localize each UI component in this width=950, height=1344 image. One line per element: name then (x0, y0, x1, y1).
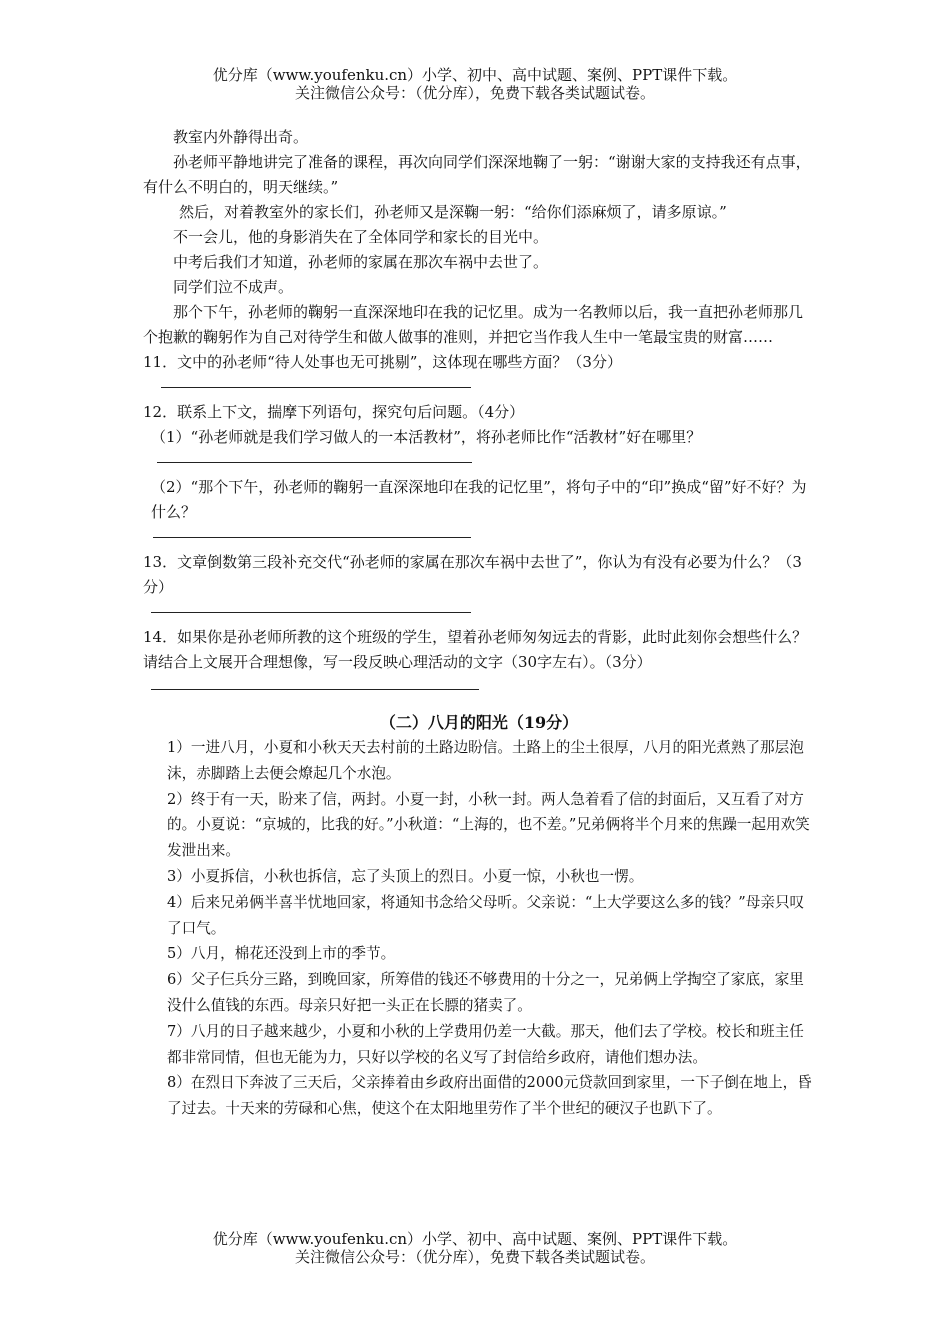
section-2-paragraph-2: 2）终于有一天，盼来了信，两封。小夏一封，小秋一封。两人急着看了信的封面后，又互看了对方的。小夏说：“京城的，比我的好。”小秋道：“上海的，也不差。”兄弟俩将半个月来的焦躁一起用欢笑发泄出来。 (167, 790, 810, 860)
passage1-paragraph-5: 中考后我们才知道，孙老师的家属在那次车祸中去世了。 (173, 253, 549, 271)
question-12-1: （1）“孙老师就是我们学习做人的一本活教材”，将孙老师比作“活教材”好在哪里？ (151, 428, 702, 446)
question-14: 14．如果你是孙老师所教的这个班级的学生，望着孙老师匆匆远去的背影，此时此刻你会想些什么？请结合上文展开合理想像，写一段反映心理活动的文字（30字左右）。（3分） (143, 628, 808, 671)
section-2-paragraph-1: 1）一进八月，小夏和小秋天天去村前的土路边盼信。土路上的尘土很厚，八月的阳光煮熟了那层泡沫，赤脚踏上去便会燎起几个水泡。 (167, 739, 804, 782)
passage1-paragraph-4: 不一会儿，他的身影消失在了全体同学和家长的目光中。 (173, 228, 549, 246)
passage1-paragraph-7: 那个下午，孙老师的鞠躬一直深深地印在我的记忆里。成为一名教师以后，我一直把孙老师那几个抱歉的鞠躬作为自己对待学生和做人做事的准则，并把它当作我人生中一笔最宝贵的财富…… (143, 303, 804, 346)
answer-line-11[interactable] (161, 375, 471, 388)
section-2-paragraph-3: 3）小夏拆信，小秋也拆信，忘了头顶上的烈日。小夏一惊，小秋也一愣。 (167, 867, 644, 885)
question-11: 11．文中的孙老师“待人处事也无可挑剔”，这体现在哪些方面？（3分） (143, 353, 622, 371)
passage1-paragraph-6: 同学们泣不成声。 (173, 278, 294, 296)
passage1-paragraph-2: 孙老师平静地讲完了准备的课程，再次向同学们深深地鞠了一躬：“谢谢大家的支持我还有点事，有什么不明白的，明天继续。” (143, 153, 811, 196)
passage1-paragraph-3: 然后，对着教室外的家长们，孙老师又是深鞠一躬：“给你们添麻烦了，请多原谅。” (179, 203, 727, 221)
question-12-2: （2）“那个下午，孙老师的鞠躬一直深深地印在我的记忆里”，将句子中的“印”换成“留”好不好？为什么？ (151, 478, 807, 521)
section-2-paragraph-8: 8）在烈日下奔波了三天后，父亲捧着由乡政府出面借的2000元贷款回到家里，一下子倒在地上，昏了过去。十天来的劳碌和心焦，使这个在太阳地里劳作了半个世纪的硬汉子也趴下了。 (167, 1074, 812, 1118)
section-2-paragraph-7: 7）八月的日子越来越少，小夏和小秋的上学费用仍差一大截。那天，他们去了学校。校长和班主任都非常同情，但也无能为力，只好以学校的名义写了封信给乡政府，请他们想办法。 (167, 1022, 804, 1066)
question-13: 13．文章倒数第三段补充交代“孙老师的家属在那次车祸中去世了”，你认为有没有必要为什么？（3分） (143, 553, 802, 596)
answer-line-13[interactable] (151, 600, 471, 613)
section-2-paragraph-5: 5）八月，棉花还没到上市的季节。 (167, 945, 396, 963)
answer-line-12-2[interactable] (153, 525, 471, 538)
header-line-1: 优分库（www.youfenku.cn）小学、初中、高中试题、案例、PPT课件下载。 (212, 66, 738, 84)
answer-line-12-1[interactable] (157, 450, 472, 463)
document-body (143, 125, 815, 1122)
page-header (0, 66, 950, 102)
page-footer (0, 1230, 950, 1266)
section-2-paragraph-4: 4）后来兄弟俩半喜半忧地回家，将通知书念给父母听。父亲说：“上大学要这么多的钱？”母亲只叹了口气。 (167, 893, 805, 937)
header-line-2: 关注微信公众号：（优分库），免费下载各类试题试卷。 (294, 84, 655, 102)
footer-line-1: 优分库（www.youfenku.cn）小学、初中、高中试题、案例、PPT课件下载。 (212, 1230, 738, 1248)
question-12: 12．联系上下文，揣摩下列语句，探究句后问题。（4分） (143, 403, 525, 421)
passage1-paragraph-1: 教室内外静得出奇。 (173, 128, 309, 146)
footer-line-2: 关注微信公众号：（优分库），免费下载各类试题试卷。 (294, 1248, 655, 1266)
section-2-title: （二）八月的阳光（19分） (379, 713, 579, 732)
section-2-body (143, 735, 815, 1122)
answer-line-14[interactable] (151, 675, 479, 690)
section-2-paragraph-6: 6）父子仨兵分三路，到晚回家，所筹借的钱还不够费用的十分之一，兄弟俩上学掏空了家底，家里没什么值钱的东西。母亲只好把一头正在长膘的猪卖了。 (167, 971, 804, 1014)
